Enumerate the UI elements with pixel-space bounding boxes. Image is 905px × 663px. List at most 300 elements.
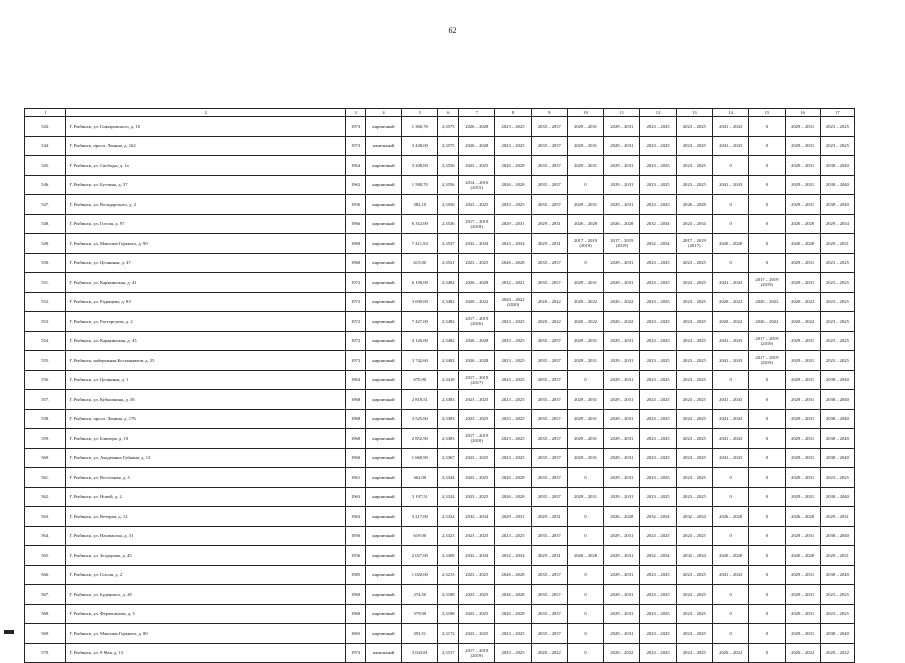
row-number-cell: 555.	[25, 351, 66, 371]
row-number-cell: 556.	[25, 370, 66, 390]
address-cell: Г. Рыбинск, просп. Ленина, д. 162	[66, 136, 346, 156]
table-cell: 2041 – 2043	[713, 448, 749, 468]
table-cell: 1973	[346, 117, 366, 137]
table-cell: 1966	[346, 214, 366, 234]
table-cell: кирпичный	[365, 195, 401, 215]
table-cell: 2023 – 2025	[640, 195, 676, 215]
table-cell: 2029 – 2031	[604, 487, 640, 507]
column-number-1: 1	[25, 109, 66, 117]
table-cell: 2035 – 2037	[531, 448, 567, 468]
table-cell: 2029 – 2031	[785, 195, 820, 215]
table-row	[25, 624, 855, 644]
table-cell: 2,3556	[438, 195, 459, 215]
table-cell: 2023 – 2025	[676, 409, 712, 429]
table-cell: 0	[749, 390, 785, 410]
table-cell: 0	[749, 487, 785, 507]
table-cell: 2035 – 2037	[531, 390, 567, 410]
table-cell: 2038 – 2040	[820, 390, 854, 410]
table-cell: 2026 – 2028	[567, 214, 603, 234]
table-cell: панельный	[365, 643, 401, 663]
table-cell: 2023 – 2025	[459, 253, 495, 273]
table-cell: 2035 – 2037	[531, 156, 567, 176]
table-cell: 2023 – 2025	[495, 312, 531, 332]
table-cell: 2,3537	[438, 234, 459, 254]
table-cell: кирпичный	[365, 448, 401, 468]
table-cell: 0	[713, 487, 749, 507]
table-cell: 2029 – 2031	[820, 546, 854, 566]
table-cell: 2020 – 2022	[604, 312, 640, 332]
table-cell: 7 427,00	[402, 312, 438, 332]
table-cell: 2026 – 2028	[495, 175, 531, 195]
table-cell: 1960	[346, 585, 366, 605]
table-cell: 615,00	[402, 253, 438, 273]
table-cell: 2 027,00	[402, 546, 438, 566]
table-cell: 2038 – 2040	[820, 526, 854, 546]
table-cell: 2029 – 2031	[785, 468, 820, 488]
table-cell: 2020 – 2022	[785, 292, 820, 312]
table-cell: 2023 – 2025	[676, 468, 712, 488]
table-row	[25, 331, 855, 351]
table-cell: 2026 – 2028	[567, 546, 603, 566]
table-cell: кирпичный	[365, 351, 401, 371]
table-cell: 1965	[346, 624, 366, 644]
table-cell: 2029 – 2031	[785, 565, 820, 585]
table-cell: 1985	[346, 565, 366, 585]
table-cell: 0	[567, 526, 603, 546]
table-cell: 2,3308	[438, 546, 459, 566]
table-cell: 0	[713, 195, 749, 215]
table-row	[25, 175, 855, 195]
table-cell: 1968	[346, 409, 366, 429]
table-cell: 2029 – 2031	[567, 273, 603, 293]
table-cell: 382,10	[402, 195, 438, 215]
table-cell: 1956	[346, 195, 366, 215]
table-cell: 2023 – 2025	[676, 117, 712, 137]
table-cell: 2029 – 2031	[785, 448, 820, 468]
table-cell: 2023 – 2025	[640, 624, 676, 644]
table-cell: 2026 – 2028	[713, 507, 749, 527]
table-row	[25, 370, 855, 390]
table-cell: 2,3482	[438, 273, 459, 293]
table-cell: 2032 – 2034	[459, 546, 495, 566]
column-number-6: 6	[438, 109, 459, 117]
table-cell: 2029 – 2031	[604, 175, 640, 195]
table-cell: 2017 – 2019 (2017)	[676, 234, 712, 254]
address-cell: Г. Рыбинск, ул. Буденного, д. 28	[66, 585, 346, 605]
table-cell: 2029 – 2031	[604, 195, 640, 215]
table-cell: 2017 – 2019 (2019)	[749, 351, 785, 371]
table-cell: 2023 – 2025	[676, 175, 712, 195]
table-cell: 0	[749, 526, 785, 546]
table-cell: 2017 – 2019 (2018)	[459, 429, 495, 449]
table-cell: 0	[713, 156, 749, 176]
row-number-cell: 560.	[25, 448, 66, 468]
table-cell: 4 126,00	[402, 331, 438, 351]
table-cell: кирпичный	[365, 273, 401, 293]
table-cell: 2038 – 2040	[820, 370, 854, 390]
table-cell: 1 020,00	[402, 565, 438, 585]
table-cell: 1972	[346, 331, 366, 351]
table-row	[25, 195, 855, 215]
table-cell: 2029 – 2031	[604, 273, 640, 293]
table-cell: 2,3383	[438, 409, 459, 429]
table-cell: 2026 – 2028	[459, 273, 495, 293]
header-row	[25, 109, 855, 117]
table-cell: 1972	[346, 273, 366, 293]
table-cell: 2041 – 2043	[713, 390, 749, 410]
table-cell: 2035 – 2037	[531, 487, 567, 507]
table-cell: 0	[567, 507, 603, 527]
table-cell: 2032 – 2034	[640, 546, 676, 566]
table-cell: 2023 – 2025	[676, 331, 712, 351]
table-cell: кирпичный	[365, 117, 401, 137]
table-cell: 3 197,51	[402, 487, 438, 507]
table-cell: 2023 – 2025	[459, 409, 495, 429]
table-cell: 2032 – 2034	[640, 214, 676, 234]
table-cell: 2023 – 2025	[459, 195, 495, 215]
table-row	[25, 117, 855, 137]
table-cell: 2035 – 2037	[531, 468, 567, 488]
table-cell: 0	[749, 214, 785, 234]
table-cell: 0	[713, 624, 749, 644]
table-cell: 0	[567, 468, 603, 488]
table-cell: 2,3324	[438, 487, 459, 507]
table-cell: 2029 – 2031	[785, 526, 820, 546]
table-cell: 2023 – 2025	[820, 585, 854, 605]
table-cell: 0	[567, 585, 603, 605]
table-cell: 1972	[346, 351, 366, 371]
table-cell: 2041 – 2043	[713, 136, 749, 156]
table-cell: 2029 – 2034	[820, 214, 854, 234]
table-row	[25, 253, 855, 273]
table-cell: 2029 – 2031	[785, 429, 820, 449]
table-cell: 2035 – 2037	[531, 117, 567, 137]
table-cell: кирпичный	[365, 292, 401, 312]
table-cell: 1 366,70	[402, 117, 438, 137]
table-cell: 2026 – 2028	[495, 156, 531, 176]
schedule-table	[24, 108, 855, 663]
table-cell: 2,3367	[438, 448, 459, 468]
table-cell: 2023 – 2025	[459, 604, 495, 624]
table-cell: 619,00	[402, 526, 438, 546]
table-cell: 0	[749, 585, 785, 605]
table-cell: 2023 – 2025	[495, 351, 531, 371]
table-cell: 2029 – 2031	[785, 585, 820, 605]
row-number-cell: 570.	[25, 643, 66, 663]
table-cell: 2029 – 2031	[604, 156, 640, 176]
table-cell: 2026 – 2028	[495, 585, 531, 605]
table-cell: 2017 – 2019 (2019)	[604, 234, 640, 254]
table-cell: 2035 – 2037	[531, 370, 567, 390]
table-cell: 2023 – 2025	[459, 526, 495, 546]
table-cell: 2026 – 2028	[495, 487, 531, 507]
table-cell: 2023 – 2025	[640, 429, 676, 449]
column-number-16: 16	[785, 109, 820, 117]
table-cell: 2,3575	[438, 136, 459, 156]
address-cell: Г. Рыбинск, ул. Нахимсона, д. 31	[66, 526, 346, 546]
table-cell: 2038 – 2040	[820, 487, 854, 507]
address-cell: Г. Рыбинск, ул. Расторгуева, д. 2	[66, 312, 346, 332]
table-cell: 2017 – 2019 (2019)	[749, 273, 785, 293]
column-number-10: 10	[567, 109, 603, 117]
address-cell: Г. Рыбинск, ул. Карякинская, д. 43	[66, 331, 346, 351]
table-cell: 2020 – 2022	[531, 643, 567, 663]
table-cell: 2023 – 2025	[676, 370, 712, 390]
table-cell: 2029 – 2031	[785, 136, 820, 156]
table-cell: 2023 – 2025	[676, 273, 712, 293]
table-cell: 2029 – 2031	[567, 351, 603, 371]
table-cell: 2041 – 2043	[713, 565, 749, 585]
table-cell: 2023 – 2025	[820, 136, 854, 156]
table-cell: 2023 – 2025	[676, 136, 712, 156]
table-cell: 2029 – 2031	[531, 546, 567, 566]
table-cell: 2041 – 2043	[713, 117, 749, 137]
table-cell: 2023 – 2025	[676, 624, 712, 644]
table-cell: 1973	[346, 643, 366, 663]
table-cell: кирпичный	[365, 331, 401, 351]
table-cell: 2023 – 2025	[676, 292, 712, 312]
table-cell: 2023 – 2025	[459, 156, 495, 176]
table-cell: 2023 – 2025	[676, 429, 712, 449]
table-row	[25, 351, 855, 371]
table-cell: 2029 – 2031	[531, 214, 567, 234]
table-cell: 2029 – 2031	[567, 156, 603, 176]
table-cell: 2029 – 2031	[604, 526, 640, 546]
table-cell: 2029 – 2031	[785, 156, 820, 176]
table-cell: кирпичный	[365, 253, 401, 273]
table-cell: 2035 – 2037	[531, 604, 567, 624]
address-cell: Г. Рыбинск, ул. Ветеран, д. 12	[66, 507, 346, 527]
table-cell: 2023 – 2025	[640, 585, 676, 605]
table-cell: 2029 – 2031	[604, 390, 640, 410]
column-number-15: 15	[749, 109, 785, 117]
table-cell: 2026 – 2028	[713, 546, 749, 566]
table-cell: 2,3418	[438, 370, 459, 390]
table-cell: 2023 – 2025	[676, 312, 712, 332]
table-cell: 0	[567, 175, 603, 195]
table-cell: 2 818,51	[402, 390, 438, 410]
table-cell: кирпичный	[365, 429, 401, 449]
table-cell: 0	[567, 370, 603, 390]
table-cell: 2038 – 2040	[820, 429, 854, 449]
address-cell: Г. Рыбинск, ул. Карякинская, д. 41	[66, 273, 346, 293]
table-cell: 2023 – 2025	[640, 468, 676, 488]
table-cell: 2023 – 2025	[640, 175, 676, 195]
table-cell: 2020 – 2022	[785, 312, 820, 332]
row-number-cell: 554.	[25, 331, 66, 351]
table-cell: 2029 – 2031	[604, 409, 640, 429]
table-cell: 2,3323	[438, 526, 459, 546]
table-cell: 2023 – 2025	[495, 643, 531, 663]
table-cell: 2020 – 2022	[567, 292, 603, 312]
address-cell: Г. Рыбинск, набережная Космонавтов, д. 25	[66, 351, 346, 371]
table-cell: кирпичный	[365, 487, 401, 507]
table-cell: 2,3324	[438, 507, 459, 527]
table-cell: 2,3482	[438, 331, 459, 351]
table-cell: 2,3521	[438, 253, 459, 273]
table-cell: 2023 – 2025	[640, 448, 676, 468]
table-cell: 2026 – 2028	[459, 351, 495, 371]
table-cell: 1964	[346, 370, 366, 390]
table-cell: 1973	[346, 136, 366, 156]
table-cell: 2023 – 2025	[495, 409, 531, 429]
table-cell: 2026 – 2028	[785, 214, 820, 234]
column-number-5: 5	[402, 109, 438, 117]
table-cell: 2029 – 2031	[604, 351, 640, 371]
row-number-cell: 553.	[25, 312, 66, 332]
table-cell: 2023 – 2025	[676, 253, 712, 273]
table-cell: 2029 – 2031	[604, 370, 640, 390]
table-cell: 2023 – 2025	[820, 604, 854, 624]
table-cell: 0	[749, 546, 785, 566]
table-cell: 1960	[346, 448, 366, 468]
row-number-cell: 562.	[25, 487, 66, 507]
table-cell: 2029 – 2031	[604, 585, 640, 605]
column-number-7: 7	[459, 109, 495, 117]
table-row	[25, 292, 855, 312]
table-cell: кирпичный	[365, 546, 401, 566]
table-cell: 0	[713, 604, 749, 624]
table-cell: 2029 – 2031	[604, 253, 640, 273]
table-cell: 2041 – 2043	[713, 429, 749, 449]
table-cell: 2017 – 2019 (2019)	[459, 643, 495, 663]
table-cell: 2029 – 2031	[567, 331, 603, 351]
table-cell: 2,3482	[438, 292, 459, 312]
address-cell: Г. Рыбинск, ул. Гоголя, д. 97	[66, 214, 346, 234]
row-number-cell: 546.	[25, 175, 66, 195]
table-row	[25, 136, 855, 156]
table-cell: 2017 – 2019 (2019)	[567, 234, 603, 254]
table-cell: 2020 – 2022	[713, 312, 749, 332]
table-cell: 1968	[346, 234, 366, 254]
table-cell: 2029 – 2031	[567, 136, 603, 156]
table-cell: 0	[749, 507, 785, 527]
row-number-cell: 545.	[25, 156, 66, 176]
table-cell: 0	[567, 604, 603, 624]
row-number-cell: 548.	[25, 214, 66, 234]
table-row	[25, 214, 855, 234]
table-cell: 2029 – 2031	[567, 409, 603, 429]
table-row	[25, 156, 855, 176]
table-cell: 1956	[346, 526, 366, 546]
table-cell: 2032 – 2034	[676, 507, 712, 527]
table-cell: 2023 – 2025	[640, 643, 676, 663]
address-cell: Г. Рыбинск, ул. Максима Горького, д. 90	[66, 234, 346, 254]
table-cell: 2032 – 2034	[459, 234, 495, 254]
table-cell: 2023 – 2025	[676, 448, 712, 468]
table-cell: 0	[749, 409, 785, 429]
address-cell: Г. Рыбинск, просп. Ленина, д. 176	[66, 409, 346, 429]
table-cell: 2017 – 2019 (2017)	[459, 370, 495, 390]
table-cell: 2041 – 2043	[713, 175, 749, 195]
row-number-cell: 551.	[25, 273, 66, 293]
column-number-17: 17	[820, 109, 854, 117]
column-number-11: 11	[604, 109, 640, 117]
table-cell: 2029 – 2031	[567, 117, 603, 137]
table-cell: 2023 – 2025	[676, 526, 712, 546]
table-row	[25, 546, 855, 566]
table-cell: 2029 – 2031	[785, 409, 820, 429]
table-cell: 2035 – 2037	[531, 273, 567, 293]
table-cell: 0	[713, 214, 749, 234]
table-cell: 2026 – 2028	[785, 234, 820, 254]
table-cell: 3 043,81	[402, 643, 438, 663]
table-cell: 2029 – 2031	[604, 117, 640, 137]
table-cell: 2029 – 2031	[567, 195, 603, 215]
table-cell: 2032 – 2034	[640, 234, 676, 254]
table-cell: 2023 – 2025	[820, 312, 854, 332]
table-cell: 2026 – 2028	[785, 546, 820, 566]
table-cell: 2029 – 2031	[785, 604, 820, 624]
table-cell: кирпичный	[365, 526, 401, 546]
table-cell: 2023 – 2025	[640, 331, 676, 351]
row-number-cell: 552.	[25, 292, 66, 312]
table-cell: 3 525,60	[402, 409, 438, 429]
table-cell: 2023 – 2025	[640, 370, 676, 390]
table-cell: 2,3536	[438, 214, 459, 234]
table-cell: кирпичный	[365, 585, 401, 605]
table-cell: 2029 – 2031	[785, 253, 820, 273]
table-cell: 2017 – 2019 (2018)	[459, 214, 495, 234]
table-row	[25, 643, 855, 663]
table-cell: 2023 – 2025	[820, 331, 854, 351]
address-cell: Г. Рыбинск, ул. Кубышкина, д. 36	[66, 390, 346, 410]
table-cell: 2029 – 2031	[604, 546, 640, 566]
table-cell: 2020 – 2022	[785, 643, 820, 663]
table-cell: 0	[749, 117, 785, 137]
table-cell: 2023 – 2025	[640, 565, 676, 585]
table-cell: 2026 – 2028	[495, 565, 531, 585]
table-cell: 2023 – 2025	[820, 253, 854, 273]
table-cell: 0	[713, 526, 749, 546]
table-cell: 462,00	[402, 468, 438, 488]
table-cell: 2038 – 2040	[820, 195, 854, 215]
table-cell: 2014 – 2016 (2015)	[459, 175, 495, 195]
table-cell: 0	[567, 624, 603, 644]
address-cell: Г. Рыбинск, ул. Целинная, д. 1	[66, 370, 346, 390]
table-row	[25, 234, 855, 254]
table-cell: 2041 – 2043	[713, 409, 749, 429]
address-cell: Г. Рыбинск, ул. Володарского, д. 2	[66, 195, 346, 215]
table-cell: 0	[749, 175, 785, 195]
table-cell: 2029 – 2031	[604, 136, 640, 156]
table-cell: 0	[713, 370, 749, 390]
table-cell: 2026 – 2028	[785, 507, 820, 527]
table-cell: кирпичный	[365, 624, 401, 644]
table-cell: 2,3482	[438, 312, 459, 332]
table-cell: 1 660,90	[402, 448, 438, 468]
table-row	[25, 526, 855, 546]
table-cell: 2029 – 2031	[820, 234, 854, 254]
table-cell: 2,3188	[438, 585, 459, 605]
table-cell: 2029 – 2031	[604, 565, 640, 585]
table-cell: 2029 – 2031	[567, 448, 603, 468]
table-cell: 2023 – 2025	[676, 487, 712, 507]
row-number-cell: 566.	[25, 565, 66, 585]
row-number-cell: 549.	[25, 234, 66, 254]
table-cell: 2020 – 2022	[713, 643, 749, 663]
table-cell: 0	[713, 253, 749, 273]
table-cell: 1972	[346, 312, 366, 332]
table-cell: 2035 – 2037	[531, 175, 567, 195]
table-cell: 2029 – 2031	[604, 448, 640, 468]
table-cell: 2020 – 2022	[604, 643, 640, 663]
row-number-cell: 567.	[25, 585, 66, 605]
column-number-4: 4	[365, 109, 401, 117]
table-cell: 2 852,90	[402, 429, 438, 449]
address-cell: Г. Рыбинск, ул. 9 Мая, д. 13	[66, 643, 346, 663]
table-cell: 2023 – 2025	[820, 292, 854, 312]
